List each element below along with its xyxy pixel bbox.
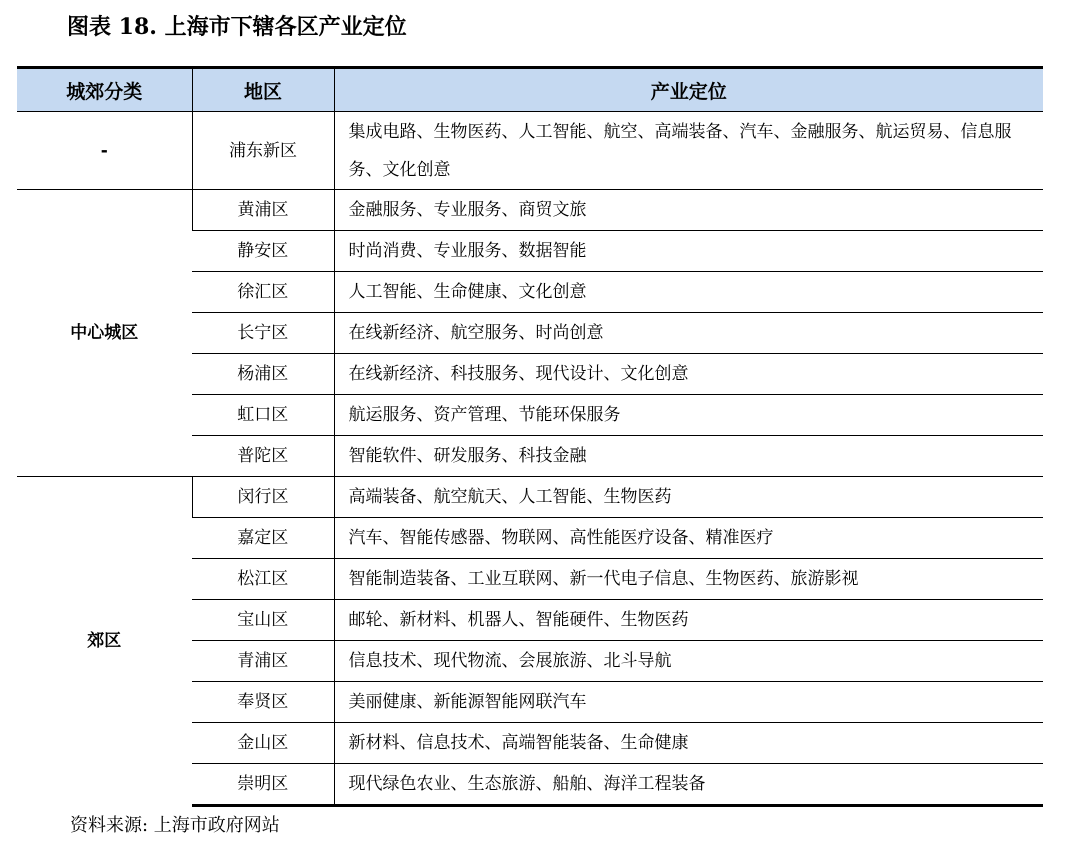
table-row <box>17 112 1043 190</box>
industry-cell: 汽车、智能传感器、物联网、高性能医疗设备、精准医疗 <box>334 518 1043 559</box>
category-cell: 郊区 <box>17 477 192 806</box>
industry-cell: 美丽健康、新能源智能网联汽车 <box>334 682 1043 723</box>
district-cell: 松江区 <box>192 559 334 600</box>
industry-cell: 集成电路、生物医药、人工智能、航空、高端装备、汽车、金融服务、航运贸易、信息服务、文化创意 <box>334 112 1043 190</box>
table-body <box>17 112 1043 806</box>
category-cell: - <box>17 112 192 190</box>
industry-cell: 高端装备、航空航天、人工智能、生物医药 <box>334 477 1043 518</box>
district-cell: 黄浦区 <box>192 190 334 231</box>
district-cell: 杨浦区 <box>192 354 334 395</box>
district-cell: 奉贤区 <box>192 682 334 723</box>
industry-cell: 信息技术、现代物流、会展旅游、北斗导航 <box>334 641 1043 682</box>
industry-cell: 人工智能、生命健康、文化创意 <box>334 272 1043 313</box>
district-cell: 宝山区 <box>192 600 334 641</box>
district-cell: 徐汇区 <box>192 272 334 313</box>
source-note: 资料来源: 上海市政府网站 <box>70 815 280 836</box>
industry-cell: 新材料、信息技术、高端智能装备、生命健康 <box>334 723 1043 764</box>
industry-cell: 在线新经济、科技服务、现代设计、文化创意 <box>334 354 1043 395</box>
district-cell: 金山区 <box>192 723 334 764</box>
industry-cell: 邮轮、新材料、机器人、智能硬件、生物医药 <box>334 600 1043 641</box>
industry-cell: 现代绿色农业、生态旅游、船舶、海洋工程装备 <box>334 764 1043 806</box>
district-cell: 静安区 <box>192 231 334 272</box>
table-title: 图表 18. 上海市下辖各区产业定位 <box>67 14 407 40</box>
district-cell: 闵行区 <box>192 477 334 518</box>
header-row <box>17 68 1043 112</box>
industry-cell: 时尚消费、专业服务、数据智能 <box>334 231 1043 272</box>
district-cell: 青浦区 <box>192 641 334 682</box>
district-cell: 普陀区 <box>192 436 334 477</box>
district-cell: 长宁区 <box>192 313 334 354</box>
industry-cell: 航运服务、资产管理、节能环保服务 <box>334 395 1043 436</box>
category-cell: 中心城区 <box>17 190 192 477</box>
district-cell: 崇明区 <box>192 764 334 806</box>
industry-cell: 智能软件、研发服务、科技金融 <box>334 436 1043 477</box>
district-cell: 嘉定区 <box>192 518 334 559</box>
header-district: 地区 <box>192 68 334 112</box>
industry-cell: 智能制造装备、工业互联网、新一代电子信息、生物医药、旅游影视 <box>334 559 1043 600</box>
district-cell: 浦东新区 <box>192 112 334 190</box>
table-row <box>17 190 1043 231</box>
district-cell: 虹口区 <box>192 395 334 436</box>
header-industry: 产业定位 <box>334 68 1043 112</box>
industry-cell: 金融服务、专业服务、商贸文旅 <box>334 190 1043 231</box>
table-row <box>17 477 1043 518</box>
industry-table <box>17 66 1043 807</box>
industry-cell: 在线新经济、航空服务、时尚创意 <box>334 313 1043 354</box>
header-category: 城郊分类 <box>17 68 192 112</box>
